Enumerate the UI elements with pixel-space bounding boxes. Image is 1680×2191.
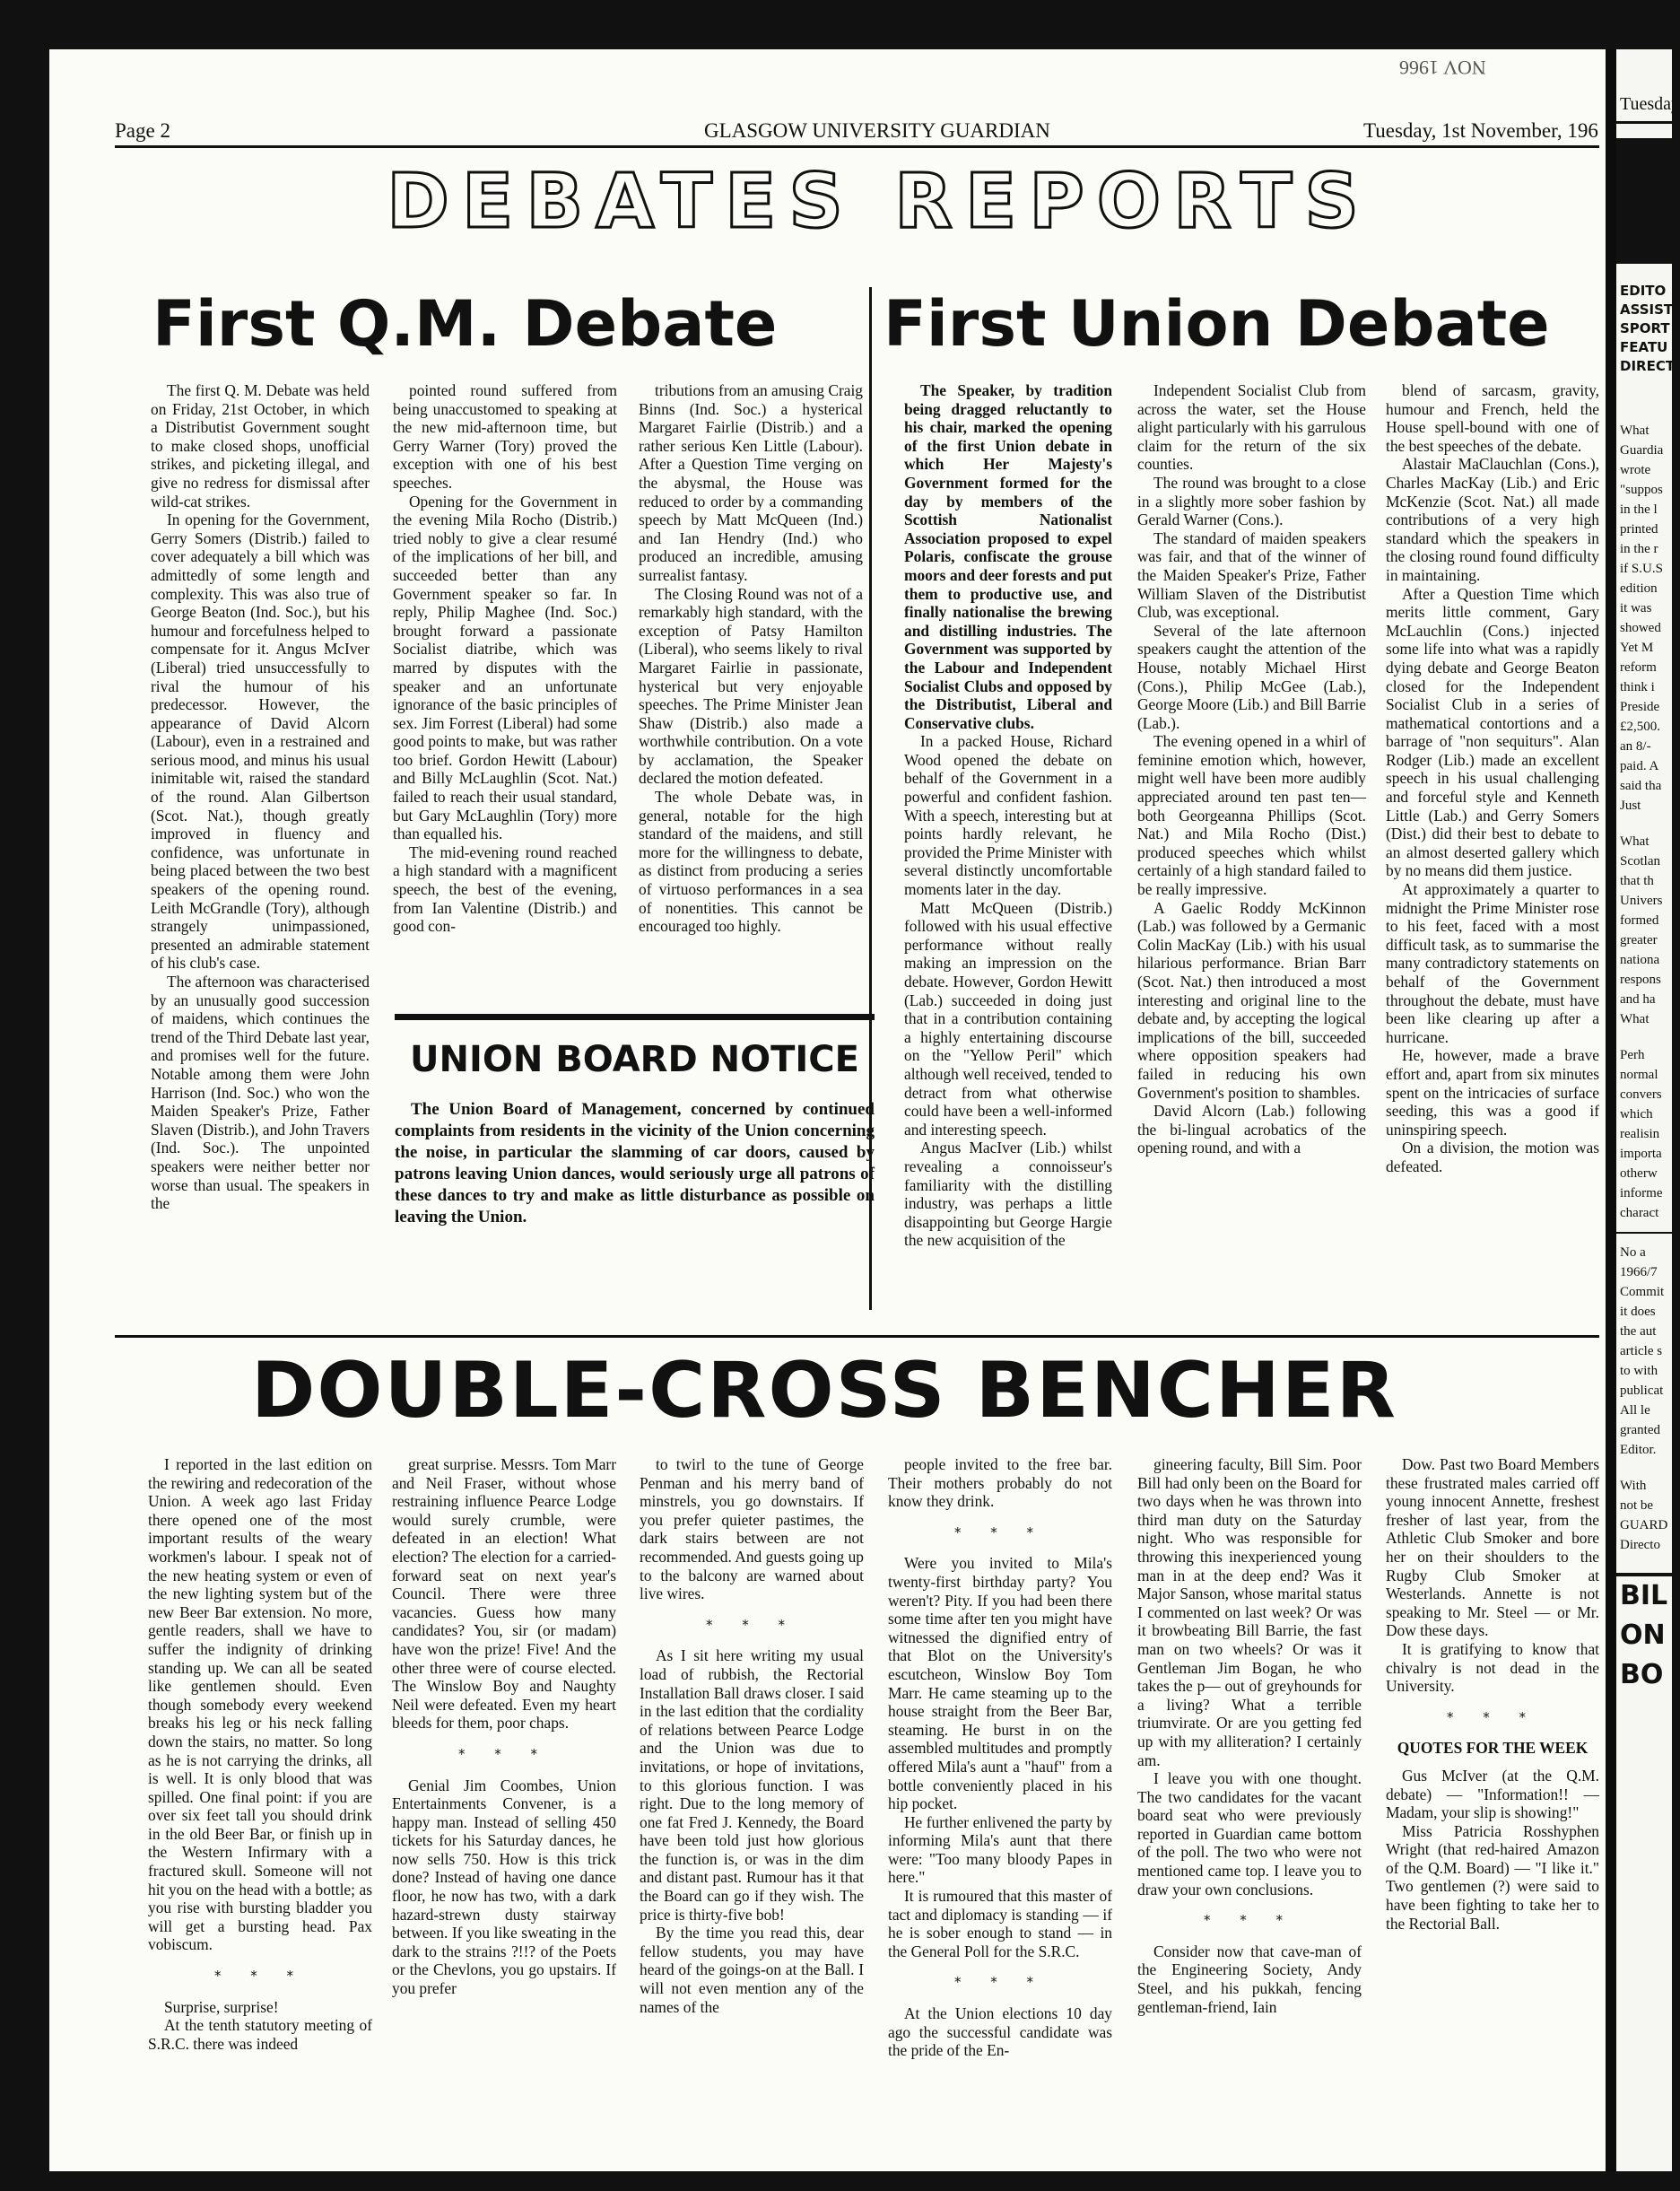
strip-line: which xyxy=(1620,1107,1653,1122)
strip-line: Just xyxy=(1620,799,1641,813)
strip-line: No a xyxy=(1620,1245,1646,1260)
paragraph: At the Union elections 10 day ago the successful candidate was the pride of the En- xyxy=(888,2004,1112,2060)
paragraph: It is rumoured that this master of tact and diplomacy is standing — if he is sober enough to stand — in the General Poll for the S.R.C. xyxy=(888,1887,1112,1960)
paragraph: Independent Socialist Club from across the water, set the House alight particularly with his garrulous claim for the return of the six counties. xyxy=(1137,381,1366,474)
paragraph: It is gratifying to know that chivalry is not dead in the University. xyxy=(1386,1639,1599,1696)
strip-line: BIL xyxy=(1620,1580,1668,1611)
paragraph: The standard of maiden speakers was fair, and that of the winner of the Maiden Speaker's Prize, Father William Slaven of the Distributist Club, was exceptional. xyxy=(1137,528,1366,622)
notice-title: UNION BOARD NOTICE xyxy=(410,1039,859,1080)
paragraph: Genial Jim Coombes, Union Entertainments Convener, is a happy man. Instead of selling 450 tickets for his Saturday dances, he now sells 750. How is this trick done? Instead of having one dance floor, he now has two, with a dark hazard-strewn dusty stairway between. If you like sweating in the dark to the strains ?!!? of the Poets or the Chevlons, you go upstairs. If you prefer xyxy=(392,1776,616,1998)
paragraph: A Gaelic Roddy McKinnon (Lab.) was followed by a Germanic Colin MacKay (Lib.) with his usual hilarious performance. Brian Barr (Scot. Nat.) then introduced a most interesting and original line to the debate and, by accepting the logical implications of the bill, succeeded where opposition speakers had failed in reducing his own Government's position to shambles. xyxy=(1137,898,1366,1102)
strip-line: and ha xyxy=(1620,992,1656,1007)
strip-line: £2,500. xyxy=(1620,720,1660,734)
masthead: GLASGOW UNIVERSITY GUARDIAN xyxy=(704,119,1050,142)
paragraph: Several of the late afternoon speakers caught the attention of the House, notably Michael Hirst (Cons.), Philip McGee (Lab.), George Moore (Lib.) and Bill Barrie (Lab.). xyxy=(1137,621,1366,732)
strip-rule-2 xyxy=(1616,1232,1672,1234)
strip-line: to with xyxy=(1620,1364,1658,1378)
paragraph: Gus McIver (at the Q.M. debate) — "Information!! — Madam, your slip is showing!" xyxy=(1386,1766,1599,1822)
strip-line: With xyxy=(1620,1479,1647,1493)
strip-line: in the r xyxy=(1620,542,1658,556)
union-column-2 xyxy=(1137,381,1366,1157)
paragraph: Miss Patricia Rosshyphen Wright (that red-haired Amazon of the Q.M. Board) — "I like it." Two gentlemen (?) were said to have been fighting to take her to the Rectorial Ball. xyxy=(1386,1821,1599,1933)
strip-text-1 xyxy=(1616,421,1672,816)
paragraph: The mid-evening round reached a high standard with a magnificent speech, the best of the evening, from Ian Valentine (Distrib.) and good con- xyxy=(393,842,617,936)
paragraph: The Speaker, by tradition being dragged reluctantly to his chair, marked the opening of the first Union debate in which Her Majesty's Government formed for the day by members of the Scottish Nationalist Association proposed to expel Polaris, confiscate the grouse moors and deer forests and put them to productive use, and finally nationalise the brewing and distilling industries. The Government was supported by the Labour and Independent Socialist Clubs and opposed by the Distributist, Liberal and Conservative clubs. xyxy=(904,381,1112,732)
strip-line: Yet M xyxy=(1620,641,1654,655)
strip-line: granted xyxy=(1620,1423,1660,1437)
strip-text-2 xyxy=(1616,832,1672,1029)
strip-line: publicat xyxy=(1620,1384,1664,1398)
strip-staff-list xyxy=(1616,282,1676,376)
strip-line: Univers xyxy=(1620,894,1663,908)
strip-line: Scotlan xyxy=(1620,854,1660,869)
strip-line: an 8/- xyxy=(1620,739,1651,754)
paragraph: On a division, the motion was defeated. xyxy=(1386,1139,1599,1175)
strip-line: paid. A xyxy=(1620,759,1659,773)
paragraph: gineering faculty, Bill Sim. Poor Bill had only been on the Board for two days when he was thrown into third man duty on the Saturday night. Who was responsible for throwing this inexperienced young man in at the deep end? Was it Major Sanson, whose marital status I commented on last week? Or was it browbeating Bill Barrie, the fast man on two wheels? Or was it Gentleman Jim Bogan, he who takes the p— out of greyhounds for a living? What a terrible triumvirate. Or are you getting fed up with my alliteration? I certainly am. xyxy=(1137,1455,1362,1769)
separator-stars: * * * xyxy=(953,1523,1047,1541)
union-column-3 xyxy=(1386,381,1599,1176)
strip-line: article s xyxy=(1620,1344,1663,1358)
strip-text-4 xyxy=(1616,1243,1672,1460)
qm-column-3 xyxy=(639,381,863,936)
paragraph: Opening for the Government in the evening Mila Rocho (Distrib.) tried nobly to give a clear resumé of the implications of her bill, and succeeded better than any Government speaker so far. In reply, Philip Maghee (Ind. Soc.) brought forward a passionate Socialist diatribe, which was marred by disputes with the speaker and an unfortunate ignorance of the basic principles of sex. Jim Forrest (Liberal) had some good points to make, but was rather too brief. Gordon Hewitt (Labour) and Billy McLaughlin (Scot. Nat.) failed to reach their usual standard, but Gary McLaughlin (Tory) more than equalled his. xyxy=(393,492,617,843)
strip-line: EDITO xyxy=(1620,283,1667,299)
paragraph: In opening for the Government, Gerry Somers (Distrib.) failed to cover adequately a bill which was admittedly of some length and complexity. This was also true of George Beaton (Ind. Soc.), but his humour and forcefulness helped to compensate for it. Angus McIver (Liberal) tried unsuccessfully to rival the humour of his predecessor. However, the appearance of David Alcorn (Labour), even in a restrained and serious mood, and minus his usual inimitable wit, raised the standard of the round. Alan Gilbertson (Scot. Nat.), though greatly improved in fluency and confidence, was unfortunate in being placed between the two best speakers of the opening round. Leith McGrandle (Tory), although strangely unimpassioned, presented an admirable statement of his club's case. xyxy=(151,511,370,973)
paragraph: Were you invited to Mila's twenty-first birthday party? You weren't? Pity. If you had been there some time after ten you might have witnessed the dignified entry of that Blot on the University's escutcheon, Winslow Boy Tom Marr. He came steaming up to the house straight from the Beer Bar, steaming. He burst in on the assembled multitudes and promptly offered Mila's aunt a "hauf" from a bottle conveniently placed in his hip pocket. xyxy=(888,1554,1112,1813)
strip-line: convers xyxy=(1620,1087,1662,1102)
separator-stars: * * * xyxy=(457,1745,551,1762)
strip-line: nationa xyxy=(1620,953,1660,967)
strip-line: respons xyxy=(1620,973,1661,987)
issue-date: Tuesday, 1st November, 196 xyxy=(1363,119,1598,142)
paragraph: The Closing Round was not of a remarkably high standard, with the exception of Patsy Hamilton (Liberal), who seems likely to rival Margaret Fairlie in passionate, hysterical but very enjoyable speeches. The Prime Minister Jean Shaw (Distrib.) also made a worthwhile contribution. On a vote by acclamation, the Speaker declared the motion defeated. xyxy=(639,584,863,788)
paragraph: At the tenth statutory meeting of S.R.C. there was indeed xyxy=(148,2016,372,2053)
strip-line: it was xyxy=(1620,601,1652,615)
paragraph: tributions from an amusing Craig Binns (Ind. Soc.) a hysterical Margaret Fairlie (Distrib.) and a rather serious Ken Little (Labour). After a Question Time verging on the abysmal, the House was reduced to order by a commanding speech by Matt McQueen (Ind.) and Ian Hendry (Ind.) who produced an incredible, amusing surrealist fantasy. xyxy=(639,381,863,584)
section-banner: DEBATES REPORTS xyxy=(387,157,1371,245)
strip-line: Commit xyxy=(1620,1285,1665,1299)
strip-text-3 xyxy=(1616,1045,1672,1223)
paragraph: By the time you read this, dear fellow students, you may have heard of the goings-on at the Ball. I will not even mention any of the names of the xyxy=(640,1924,864,2016)
page-number: Page 2 xyxy=(115,119,170,142)
paragraph: I reported in the last edition on the rewiring and redecoration of the Union. A week ago last Friday there opened one of the most important results of the weary workmen's labour. I speak not of the new heating system or even of the new lighting system but of the new Beer Bar extension. No more, gentle readers, shall we have to suffer the indignity of drinking standing up. We can all be seated like gentlemen should. Even though somebody every weekend breaks his leg or his neck falling down the stairs, no matter. So long as he is not carrying the drinks, all is well. It is only blood that was spilled. One final point: if you are over six feet tall you should drink in the old Beer Bar, or finish up in the Western Infirmary with a fractured skull. Someone will not hit you on the head with a bottle; as you rise with bursting bladder you will get a bursting head. Pax vobiscum. xyxy=(148,1455,372,1954)
strip-line: charact xyxy=(1620,1206,1659,1220)
paragraph: Angus MacIver (Lib.) whilst revealing a connoisseur's familiarity with the distilling industry, was perhaps a little disappointing but George Hargie the new acquisition of the xyxy=(904,1139,1112,1250)
separator-stars: * * * xyxy=(953,1974,1047,1991)
strip-line: Editor. xyxy=(1620,1443,1657,1457)
strip-line: realisin xyxy=(1620,1127,1660,1141)
strip-line: Guardia xyxy=(1620,443,1664,458)
strip-line: What xyxy=(1620,834,1650,849)
qm-column-1 xyxy=(151,381,370,1213)
bencher-column-4 xyxy=(888,1455,1112,2060)
union-headline: First Union Debate xyxy=(884,287,1550,361)
strip-line: otherw xyxy=(1620,1166,1658,1181)
qm-headline: First Q.M. Debate xyxy=(152,287,778,361)
strip-line: not be xyxy=(1620,1498,1654,1513)
library-stamp: NOV 1966 xyxy=(1399,57,1486,79)
paragraph: David Alcorn (Lab.) following the bi-lingual acrobatics of the opening round, and with a xyxy=(1137,1102,1366,1157)
strip-line: GUARD xyxy=(1620,1518,1668,1532)
paragraph: Alastair MaClauchlan (Cons.), Charles MacKay (Lib.) and Eric McKenzie (Scot. Nat.) all made contributions of a very high standard which the speakers in the closing round found difficulty in maintaining. xyxy=(1386,455,1599,584)
strip-line: ON xyxy=(1620,1619,1666,1651)
strip-line: Perh xyxy=(1620,1048,1645,1062)
paragraph: The afternoon was characterised by an unusually good succession of maidens, which continues the trend of the Third Debate last year, and promises well for the future. Notable among them were John Harrison (Ind. Soc.) who won the Maiden Speaker's Prize, Father Slaven (Distrib.), and John Travers (Ind. Soc.). The unpointed speakers were neither better nor worse than usual. The speakers in the xyxy=(151,973,370,1213)
paragraph: pointed round suffered from being unaccustomed to speaking at the new mid-afternoon time, but Gerry Warner (Tory) proved the exception with one of his best speeches. xyxy=(393,381,617,492)
paragraph: The round was brought to a close in a slightly more sober fashion by Gerald Warner (Cons.). xyxy=(1137,473,1366,529)
paragraph: At approximately a quarter to midnight the Prime Minister rose to his feet, faced with a most difficult task, as to summarise the many contradictory statements on behalf of the Government throughout the debate, must have been like clearing up after a hurricane. xyxy=(1386,880,1599,1046)
paragraph: The whole Debate was, in general, notable for the high standard of the maidens, and still more for the willingness to debate, as distinct from producing a series of virtuoso performances in a sea of nonentities. This cannot be encouraged too highly. xyxy=(639,788,863,936)
paragraph: Consider now that cave-man of the Engineering Society, Andy Steel, and his pukkah, fencing gentleman-friend, Iain xyxy=(1137,1942,1362,2016)
bencher-column-3 xyxy=(640,1455,864,2016)
strip-line: BO xyxy=(1620,1659,1664,1690)
header-rule xyxy=(115,145,1599,148)
bencher-headline: DOUBLE-CROSS BENCHER xyxy=(251,1346,1397,1436)
separator-stars: * * * xyxy=(213,1968,307,1985)
section-rule xyxy=(115,1335,1599,1338)
paragraph: After a Question Time which merits little comment, Gary McLauchlin (Cons.) injected some life into what was a rapidly dying debate and George Beaton closed for the Independent Socialist Club in a series of mathematical contortions and a barrage of "non sequiturs". Alan Rodger (Lib.) made an excellent speech in his usual challenging and forceful style and Kenneth Little (Lab.) and Gerry Somers (Dist.) did their best to debate to an almost deserted gallery which by no means did them justice. xyxy=(1386,584,1599,880)
separator-stars: * * * xyxy=(1446,1708,1539,1725)
paragraph: to twirl to the tune of George Penman and his merry band of minstrels, you go downstairs. If you prefer quieter pastimes, the dark stairs between are not recommended. And guests going up to the balcony are warned about live wires. xyxy=(640,1455,864,1603)
paragraph: QUOTES FOR THE WEEK xyxy=(1397,1739,1589,1758)
paragraph: As I sit here writing my usual load of rubbish, the Rectorial Installation Ball draws closer. I said in the last edition that the cordiality of relations between Pearce Lodge and the Union was due to invitations, or hope of invitations, to this glorious function. I was right. Due to the long memory of one fat Fred J. Kennedy, the Board have been told just how glorious the function is, or was in the dim and distant past. Rumour has it that the Board can go if they wish. The price is thirty-five bob! xyxy=(640,1646,864,1924)
paragraph: The evening opened in a whirl of feminine emotion which, however, might well have been more audibly appreciated around ten past ten—both Georgeanna Phillips (Scot. Nat.) and Mila Rocho (Dist.) produced speeches which whilst certainly of a high standard failed to be really impressive. xyxy=(1137,732,1366,899)
paragraph: He further enlivened the party by informing Mila's aunt that there were: "Too many bloody Papes in here." xyxy=(888,1812,1112,1887)
strip-line: that th xyxy=(1620,874,1654,888)
strip-line: "suppos xyxy=(1620,483,1663,497)
strip-line: the aut xyxy=(1620,1324,1657,1339)
page-gutter xyxy=(1606,49,1616,2171)
bencher-column-2 xyxy=(392,1455,616,1998)
strip-line: ASSIST xyxy=(1620,301,1674,318)
strip-line: All le xyxy=(1620,1403,1650,1418)
paragraph: He, however, made a brave effort and, apart from six minutes spent on the intricacies of surface seeding, this was a good if uninspiring speech. xyxy=(1386,1046,1599,1139)
strip-ad xyxy=(1616,1573,1672,1695)
strip-line: edition xyxy=(1620,581,1658,596)
strip-line: SPORT xyxy=(1620,320,1670,336)
strip-text-5 xyxy=(1616,1476,1672,1555)
strip-line: wrote xyxy=(1620,463,1651,477)
strip-rule xyxy=(1616,121,1672,124)
union-column-1 xyxy=(904,381,1112,1250)
strip-line: DIRECT xyxy=(1620,358,1676,374)
paragraph: In a packed House, Richard Wood opened the debate on behalf of the Government in a powerful and confident fashion. With a speech, interesting but at points hardly relevant, he provided the Prime Minister with several distinctly uncomfortable moments later in the day. xyxy=(904,732,1112,899)
bencher-column-5 xyxy=(1137,1455,1362,2016)
strip-black-block xyxy=(1616,138,1672,264)
union-board-notice xyxy=(395,1014,875,1330)
bencher-column-6 xyxy=(1386,1455,1599,1933)
strip-line: normal xyxy=(1620,1068,1658,1082)
paragraph: The first Q. M. Debate was held on Friday, 21st October, in which a Distributist Government sought to make closed shops, unofficial strikes, and picketing illegal, and give no redress for dismissal after wild-cat strikes. xyxy=(151,381,370,511)
strip-line: reform xyxy=(1620,660,1657,675)
paragraph: Surprise, surprise! xyxy=(164,1997,279,2016)
paragraph: people invited to the free bar. Their mothers probably do not know they drink. xyxy=(888,1455,1112,1511)
strip-line: in the l xyxy=(1620,502,1658,517)
separator-stars: * * * xyxy=(705,1616,798,1633)
strip-line: printed xyxy=(1620,522,1658,537)
paragraph: Dow. Past two Board Members these frustrated males carried off young innocent Annette, freshest fresher of last year, from the Athletic Club Smoker and bore her on their shoulders to the Rugby Club Smoker at Westerlands. Annette is not speaking to Mr. Steel — or Mr. Dow these days. xyxy=(1386,1455,1599,1640)
strip-line: if S.U.S xyxy=(1620,562,1663,576)
strip-line: said tha xyxy=(1620,779,1662,793)
bencher-column-1 xyxy=(148,1455,372,2053)
paragraph: great surprise. Messrs. Tom Marr and Neil Fraser, without whose restraining influence Pearce Lodge would surely crumble, were defeated in an election! What election? The election for a carried-forward seat on next year's Council. There were three vacancies. Guess how many candidates? You, sir (or madam) have won the prize! Five! And the other three were of course elected. The Winslow Boy and Naughty Neil were defeated. Even my heart bleeds for them, poor chaps. xyxy=(392,1455,616,1733)
paragraph: blend of sarcasm, gravity, humour and French, held the House spell-bound with one of the best speeches of the debate. xyxy=(1386,381,1599,455)
paragraph: Matt McQueen (Distrib.) followed with his usual effective performance without really making an impression on the debate. However, Gordon Hewitt (Lab.) succeeded in doing just that in a contribution containing a highly entertaining discourse on the "Yellow Peril" which although well received, tended to detract from what otherwise could have been a well-informed and interesting speech. xyxy=(904,898,1112,1139)
strip-date: Tuesday xyxy=(1620,94,1680,114)
strip-line: it does xyxy=(1620,1305,1656,1319)
strip-line: FEATU xyxy=(1620,339,1668,355)
strip-line: importa xyxy=(1620,1147,1662,1161)
strip-line: showed xyxy=(1620,621,1661,635)
strip-line: formed xyxy=(1620,913,1659,928)
notice-text: The Union Board of Management, concerned by continued complaints from residents in the vicinity of the Union concerning the noise, in particular the slamming of car doors, caused by patrons leaving Union dances, would seriously urge all patrons of these dances to try and make as little disturbance as possible on leaving the Union. xyxy=(395,1100,875,1226)
strip-line: What xyxy=(1620,423,1650,438)
strip-line: 1966/7 xyxy=(1620,1265,1658,1279)
paragraph: I leave you with one thought. The two candidates for the vacant board seat who were previously reported in Guardian came bottom of the poll. The two who were not mentioned came top. I leave you to draw your own conclusions. xyxy=(1137,1769,1362,1899)
separator-stars: * * * xyxy=(1203,1912,1296,1929)
qm-column-2 xyxy=(393,381,617,936)
strip-line: think i xyxy=(1620,680,1655,694)
strip-line: informe xyxy=(1620,1186,1663,1200)
adjacent-page-strip xyxy=(1616,49,1680,2171)
strip-line: What xyxy=(1620,1012,1650,1026)
strip-line: Preside xyxy=(1620,700,1660,714)
strip-line: greater xyxy=(1620,933,1658,947)
strip-line: Directo xyxy=(1620,1538,1660,1552)
